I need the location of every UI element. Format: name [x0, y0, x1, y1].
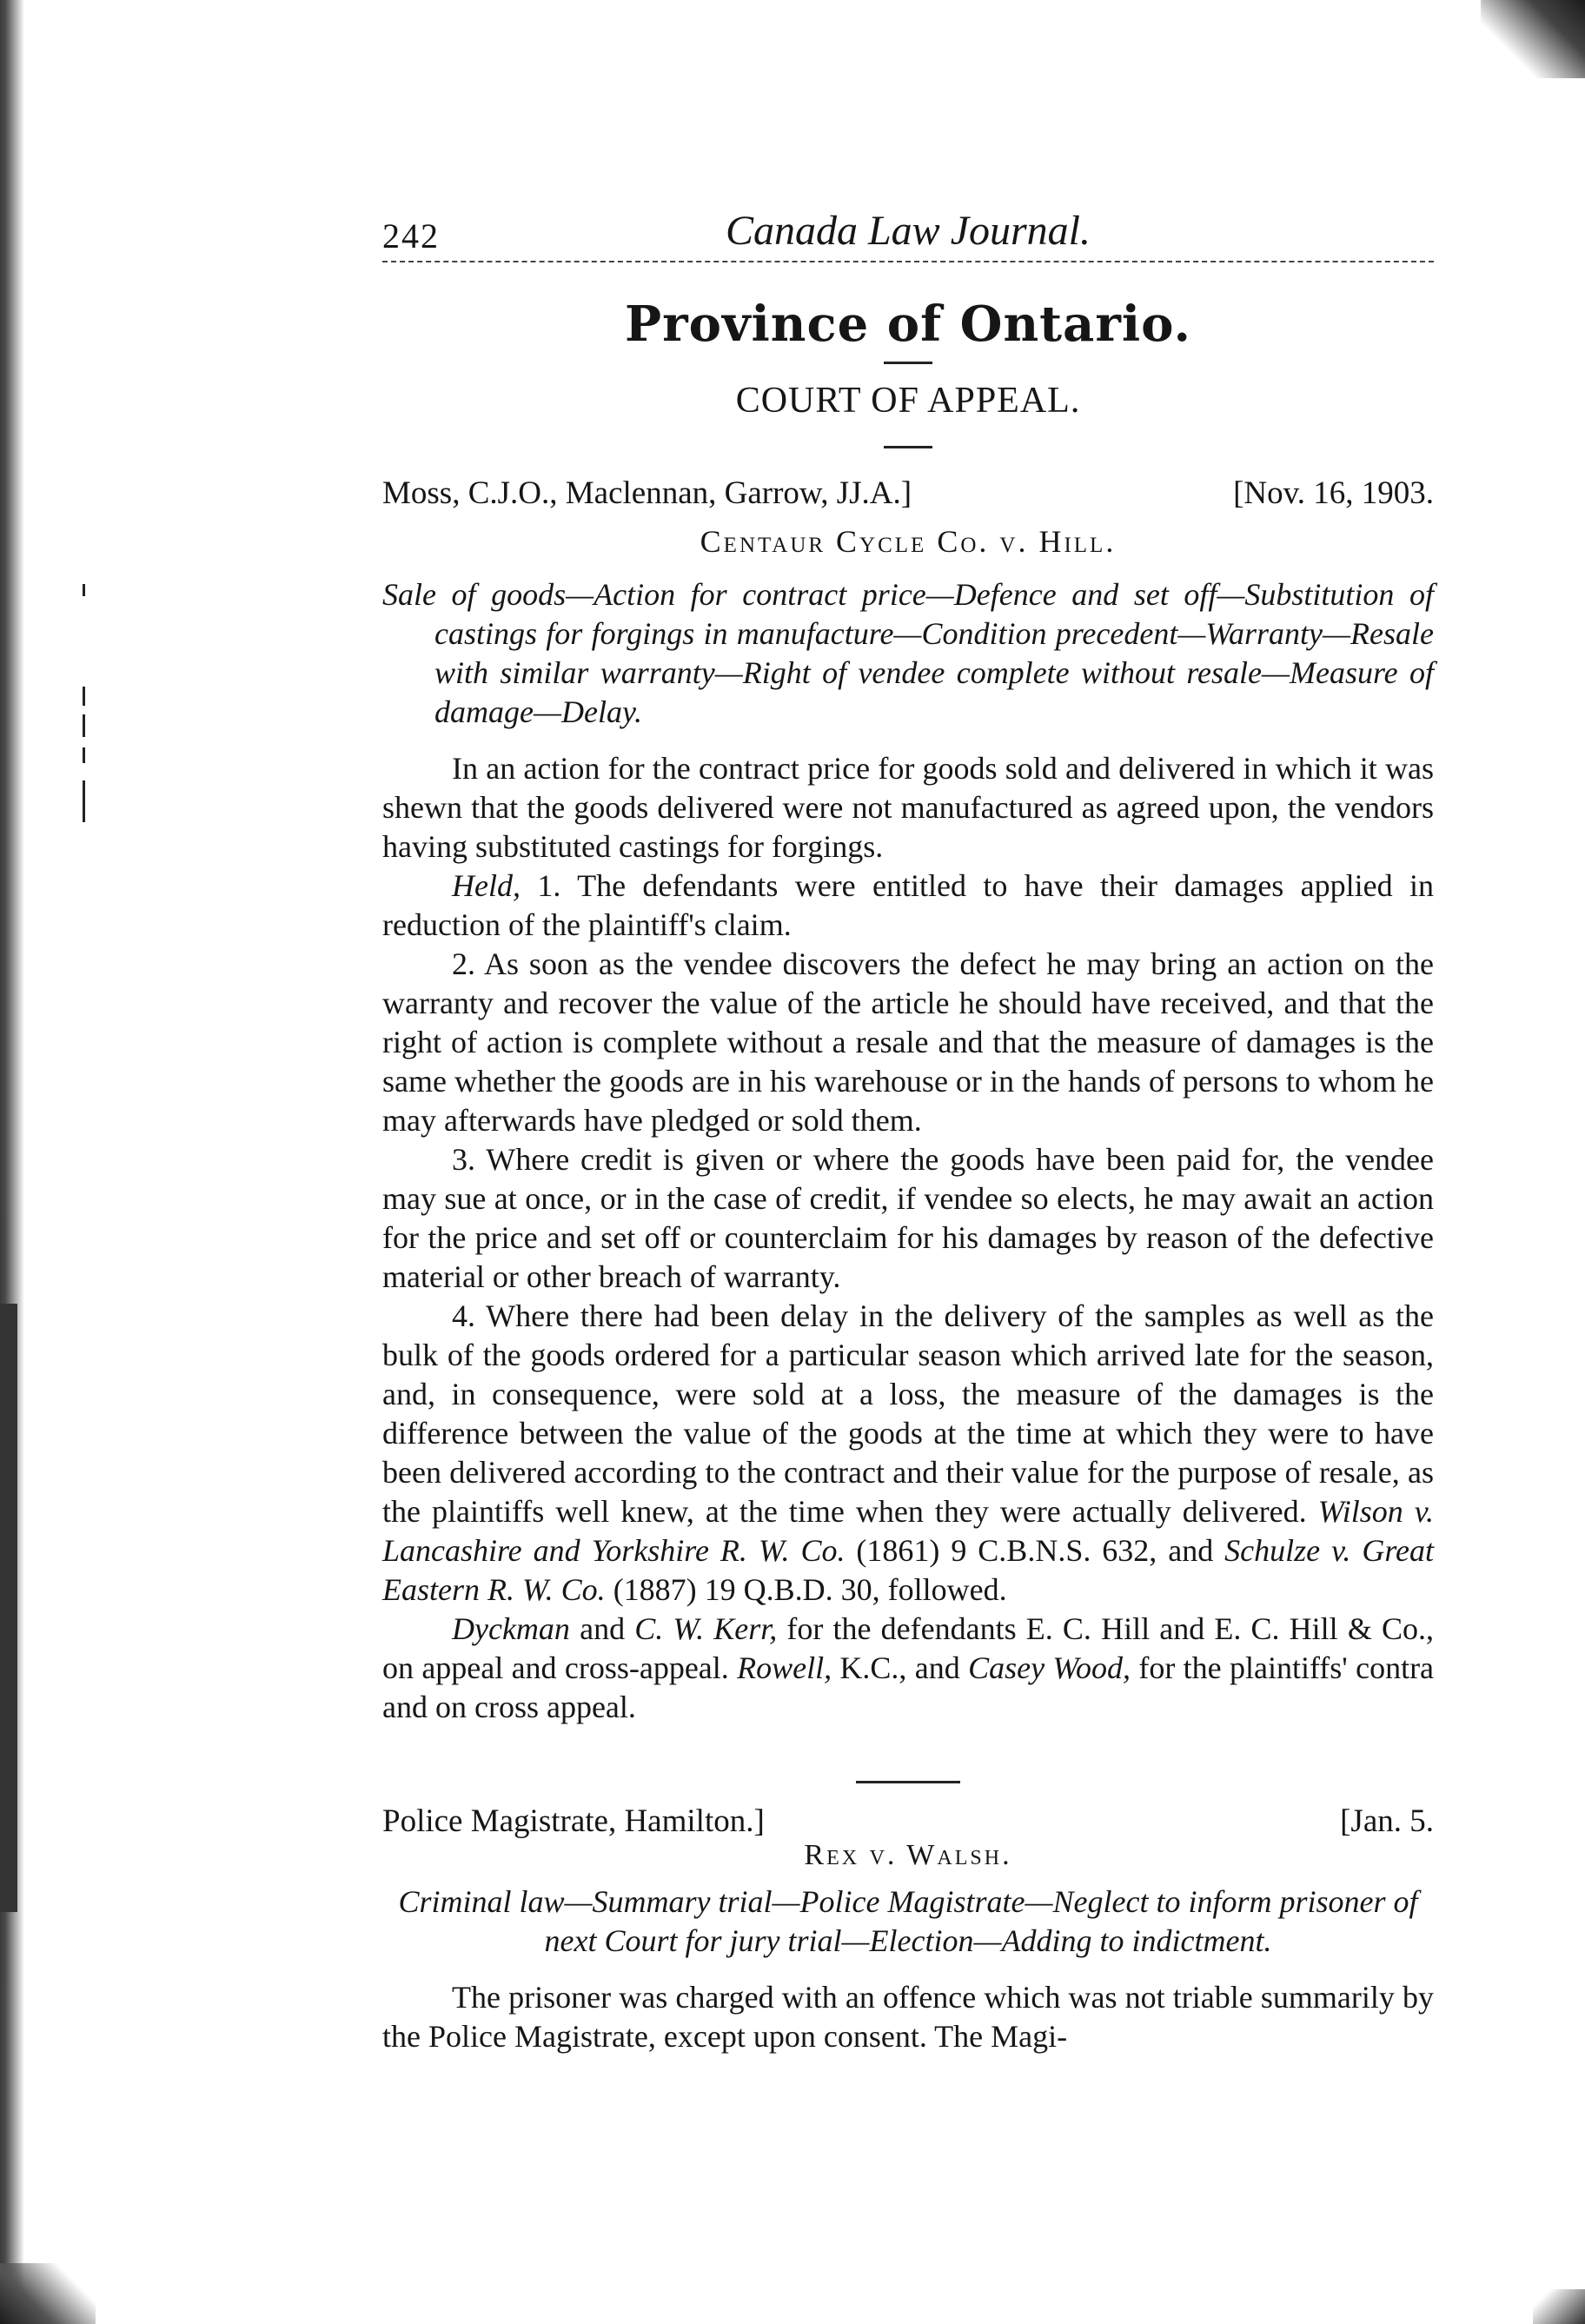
case-date: [Jan. 5.: [1340, 1803, 1434, 1839]
margin-mark: [83, 687, 85, 706]
body-paragraph: 2. As soon as the vendee discovers the defect he may bring an action on the warranty and recover the value of the article he should have received, and that the right of action is complete without a resale and that the measure of damages is the same whether the goods are in his warehouse or in the hands of persons to whom he may afterwards have pledged or sold them.: [382, 946, 1434, 1138]
scan-corner-top-right: [1481, 0, 1585, 78]
case-headnote: Criminal law—Summary trial—Police Magistrate—Neglect to inform prisoner of next Court for jury trial—Election—Adding to indictment.: [398, 1884, 1418, 1958]
paragraph-text: 4. Where there had been delay in the delivery of the samples as well as the bulk of the goods ordered for a particular season which arrived late for the season, and, in consequence, were sold at a loss, the measure of the damages is the difference between the value of the goods at the time at which they were to have been delivered according to the contract and their value for the purpose of resale, as the plaintiffs well knew, at the time when they were actually delivered.: [382, 1298, 1434, 1529]
counsel-name: Casey Wood,: [968, 1650, 1131, 1685]
court-title: COURT OF APPEAL.: [735, 381, 1081, 421]
case-name: Centaur Cycle Co. v. Hill.: [700, 524, 1117, 559]
margin-mark: [83, 714, 85, 737]
journal-title: Canada Law Journal.: [725, 208, 1091, 254]
citation-reference: (1861) 9 C.B.N.S. 632, and: [856, 1533, 1214, 1568]
body-paragraph: 3. Where credit is given or where the goods have been paid for, the vendee may sue at once, or in the case of credit, if vendee so elects, he may await an action for the price and set off or counterclaim for his damages by reason of the defective material or other breach of warranty.: [382, 1142, 1434, 1294]
scan-corner-bottom-right: [1533, 2289, 1585, 2324]
citation-reference: (1887) 19 Q.B.D. 30, followed.: [613, 1572, 1007, 1607]
divider: [884, 362, 932, 364]
body-paragraph: [382, 867, 1434, 945]
margin-mark: [83, 584, 85, 596]
counsel-name: Dyckman: [452, 1611, 570, 1646]
body-paragraph: In an action for the contract price for goods sold and delivered in which it was shewn that the goods delivered were not manufactured as agreed upon, the vendors having substituted castings for forgings.: [382, 751, 1434, 864]
case-court: Police Magistrate, Hamilton.]: [382, 1803, 765, 1839]
citation-case-name: Schulze v. Great Eastern R. W. Co.: [382, 1533, 1434, 1607]
divider: [884, 446, 932, 448]
body-paragraph: The prisoner was charged with an offence which was not triable summarily by the Police Magistrate, except upon consent. The Magi-: [382, 1980, 1434, 2054]
scan-corner-bottom-left: [0, 2263, 96, 2324]
margin-mark: [83, 780, 85, 822]
case-headnote: Sale of goods—Action for contract price—Defence and set off—Substitution of castings for forgings in manufacture—Condition precedent—Warranty—Resale with similar warranty—Right of vendee complete without resale—Measure of damage—Delay.: [382, 577, 1434, 729]
case-name: Rex v. Walsh.: [804, 1839, 1012, 1871]
counsel-text: for the plaintiffs' contra and on cross appeal.: [382, 1650, 1435, 1724]
margin-mark: [83, 747, 85, 763]
counsel-name: C. W. Kerr,: [634, 1611, 778, 1646]
citation-case-name: Wilson v. Lancashire and Yorkshire R. W. Co.: [382, 1494, 1435, 1568]
held-label: Held,: [452, 868, 521, 903]
page-number: 242: [382, 216, 440, 256]
case-separator: [856, 1781, 960, 1783]
running-head: [382, 200, 1434, 262]
case-header: [382, 1803, 1434, 1843]
held-text: 1. The defendants were entitled to have their damages applied in reduction of the plaintiff's claim.: [382, 868, 1434, 942]
case-date: [Nov. 16, 1903.: [1233, 475, 1434, 511]
scan-edge-left: [0, 0, 24, 2324]
counsel-text: and: [580, 1611, 626, 1646]
section-title: Province of Ontario.: [625, 295, 1191, 353]
case-judges: Moss, C.J.O., Maclennan, Garrow, JJ.A.]: [382, 475, 912, 511]
counsel-paragraph: [382, 1610, 1434, 1727]
counsel-text: for the defendants E. C. Hill and E. C. Hill & Co., on appeal and cross-appeal.: [382, 1611, 1435, 1685]
counsel-text: K.C., and: [839, 1650, 960, 1685]
body-paragraph: [382, 1297, 1434, 1610]
counsel-name: Rowell,: [737, 1650, 832, 1685]
page: [382, 200, 1434, 2056]
case-header: [382, 475, 1434, 518]
